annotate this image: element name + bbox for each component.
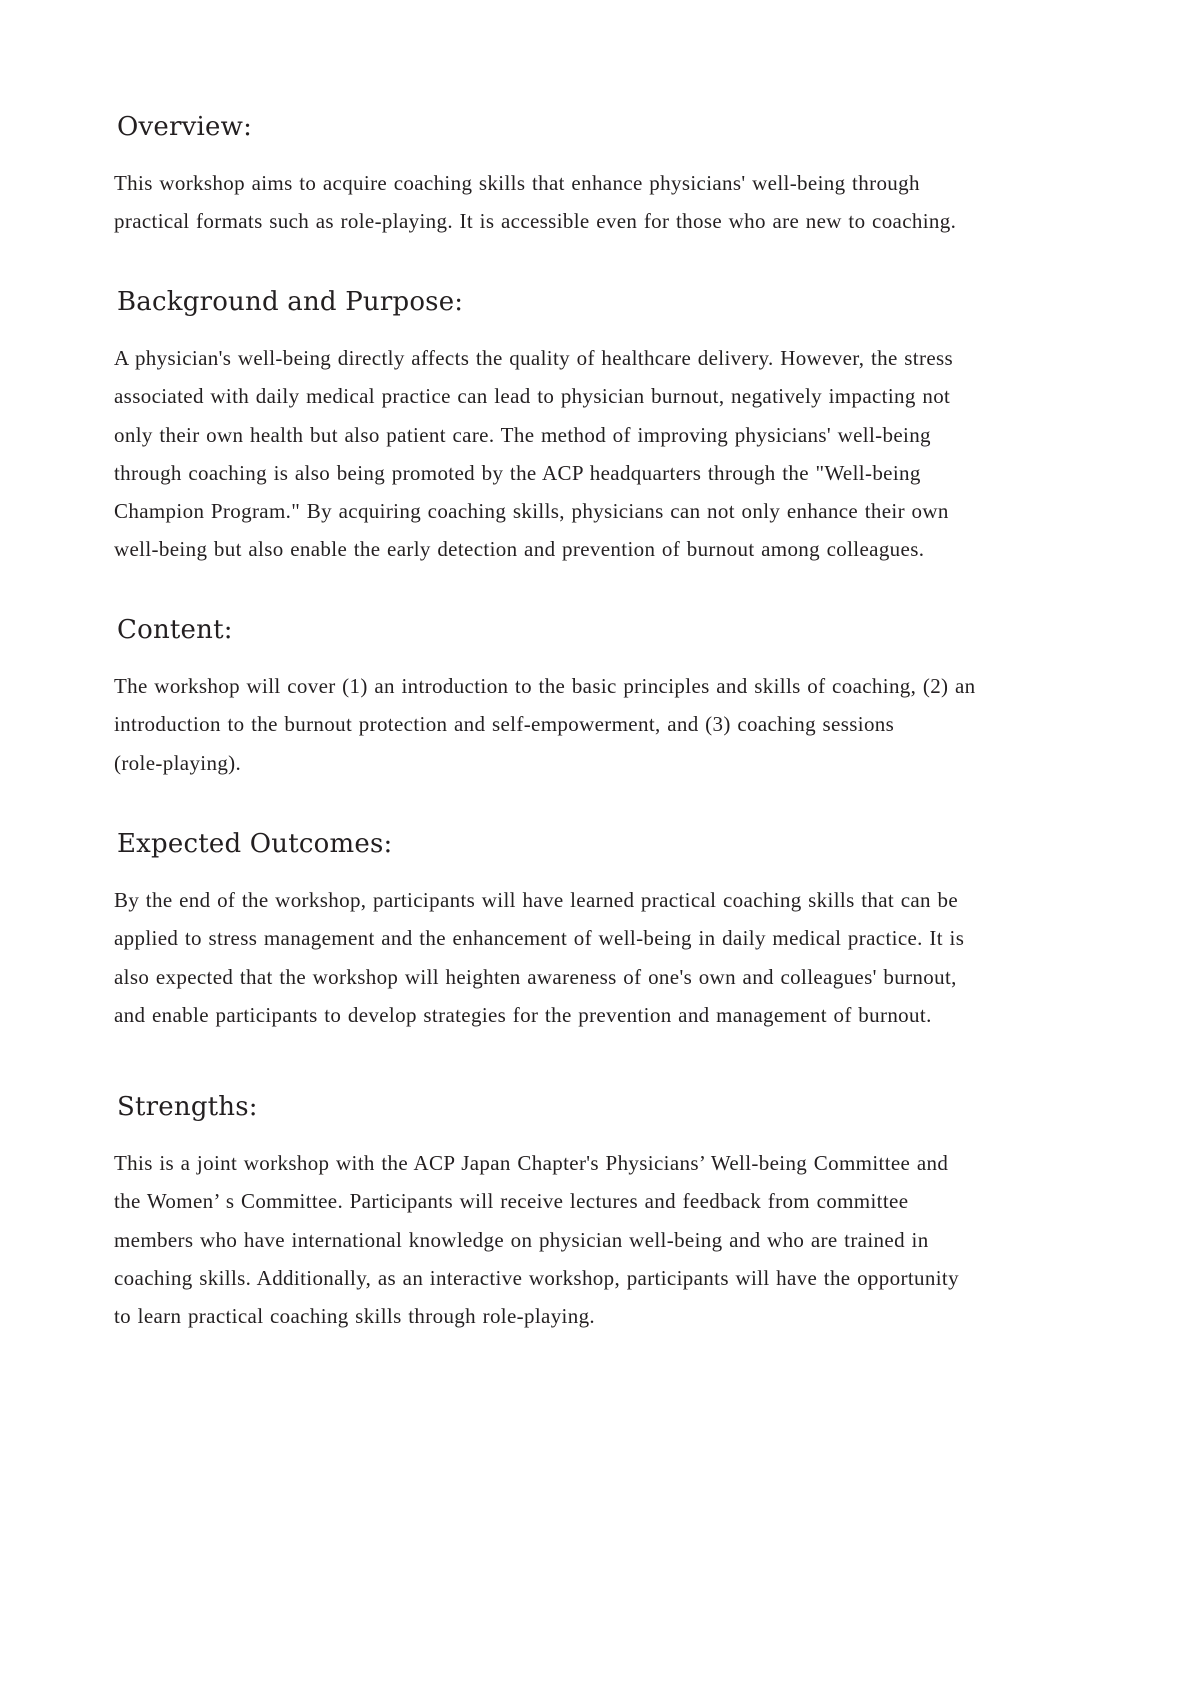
paragraph-line: Champion Program." By acquiring coaching skills, physicians can not only enhance their own xyxy=(114,499,949,524)
paragraph-line: and enable participants to develop strategies for the prevention and management of burnout. xyxy=(114,1002,932,1027)
section-strengths xyxy=(114,1091,1084,1335)
section-body-strengths xyxy=(114,1144,1084,1335)
paragraph-line: The workshop will cover (1) an introduction to the basic principles and skills of coaching, (2) an xyxy=(114,674,976,698)
paragraph-line: This is a joint workshop with the ACP Japan Chapter's Physicians’ Well-being Committee and xyxy=(114,1151,949,1175)
paragraph-line: also expected that the workshop will heighten awareness of one's own and colleagues' burnout, xyxy=(114,964,957,989)
paragraph-line: By the end of the workshop, participants will have learned practical coaching skills that can be xyxy=(114,888,959,912)
paragraph-line: A physician's well-being directly affects the quality of healthcare delivery. However, the stress xyxy=(114,346,954,370)
section-heading-content: Content: xyxy=(117,615,233,645)
section-background-purpose xyxy=(114,286,1084,569)
section-body-content xyxy=(114,667,1084,782)
paragraph-line: (role-playing). xyxy=(114,750,242,775)
paragraph-line: only their own health but also patient care. The method of improving physicians' well-being xyxy=(114,422,931,447)
paragraph-line: introduction to the burnout protection and self-empowerment, and (3) coaching sessions xyxy=(114,712,895,737)
section-body-expected-outcomes xyxy=(114,881,1084,1034)
paragraph-line: to learn practical coaching skills through role-playing. xyxy=(114,1304,596,1329)
paragraph-line: the Women’ s Committee. Participants will receive lectures and feedback from committee xyxy=(114,1189,909,1214)
paragraph-line: through coaching is also being promoted by the ACP headquarters through the "Well-being xyxy=(114,460,921,485)
section-content xyxy=(114,614,1084,782)
section-body-background-purpose xyxy=(114,339,1084,569)
paragraph-line: associated with daily medical practice can lead to physician burnout, negatively impacting not xyxy=(114,384,951,409)
section-heading-expected-outcomes: Expected Outcomes: xyxy=(117,829,393,859)
section-heading-overview: Overview: xyxy=(117,112,253,142)
paragraph-line: practical formats such as role-playing. It is accessible even for those who are new to coaching. xyxy=(114,209,957,234)
paragraph-line: members who have international knowledge on physician well-being and who are trained in xyxy=(114,1227,929,1252)
paragraph-line: applied to stress management and the enhancement of well-being in daily medical practice. It is xyxy=(114,926,965,951)
section-body-overview xyxy=(114,164,1084,241)
paragraph-line: coaching skills. Additionally, as an interactive workshop, participants will have the opportunity xyxy=(114,1265,959,1290)
paragraph-line: well-being but also enable the early detection and prevention of burnout among colleagues. xyxy=(114,537,925,562)
section-heading-background-purpose: Background and Purpose: xyxy=(117,287,464,317)
section-heading-strengths: Strengths: xyxy=(117,1092,258,1122)
section-overview xyxy=(114,111,1084,241)
paragraph-line: This workshop aims to acquire coaching skills that enhance physicians' well-being through xyxy=(114,171,920,195)
section-expected-outcomes xyxy=(114,828,1084,1034)
